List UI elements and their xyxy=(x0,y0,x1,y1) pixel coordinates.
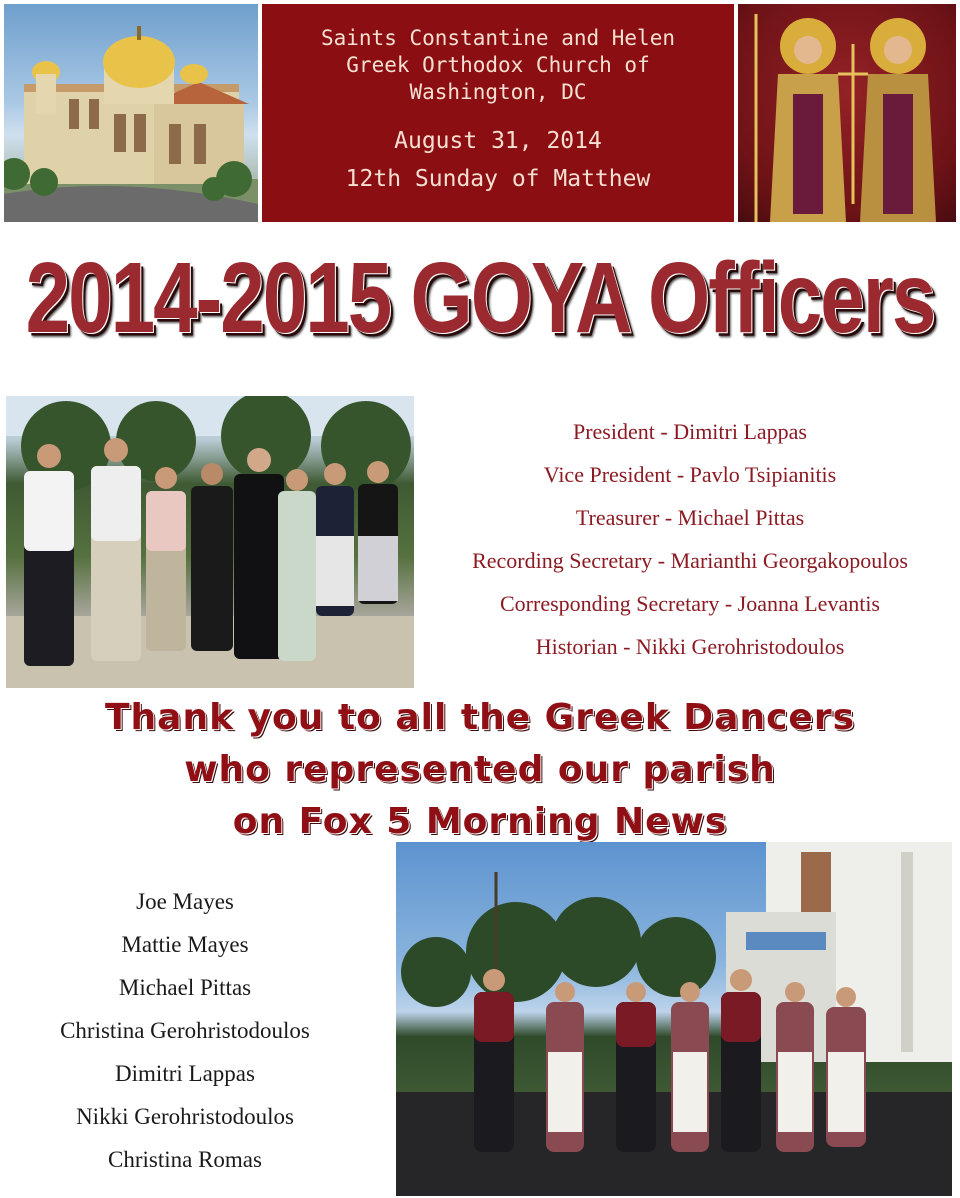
officers-list xyxy=(420,410,960,668)
thank-you-line-2: who represented our parish xyxy=(184,749,776,790)
dancer-name: Christina Gerohristodoulos xyxy=(60,1018,310,1043)
saints-icon-illustration xyxy=(738,4,956,222)
church-name-line-2: Greek Orthodox Church of xyxy=(346,53,650,77)
church-building-photo xyxy=(4,4,258,222)
bulletin-date: August 31, 2014 xyxy=(394,128,602,154)
church-title-panel xyxy=(262,4,734,222)
thank-you-line-3: on Fox 5 Morning News xyxy=(232,801,728,842)
officer-treasurer: Treasurer - Michael Pittas xyxy=(575,505,805,530)
officer-recording-secretary: Recording Secretary - Marianthi Georgakopoulos xyxy=(472,548,908,573)
dancer-name: Michael Pittas xyxy=(118,975,252,1000)
dancer-name: Christina Romas xyxy=(108,1147,262,1172)
church-name-line-1: Saints Constantine and Helen xyxy=(320,26,675,50)
church-name-line-3: Washington, DC xyxy=(409,80,587,104)
saints-icon-image xyxy=(738,4,956,222)
thank-you-heading xyxy=(0,692,960,848)
greek-dancers-photo xyxy=(396,842,952,1196)
goya-group-photo xyxy=(6,396,414,688)
liturgical-sunday: 12th Sunday of Matthew xyxy=(345,166,651,192)
dancers-list xyxy=(0,880,370,1181)
officer-historian: Historian - Nikki Gerohristodoulos xyxy=(535,634,845,659)
officer-vice-president: Vice President - Pavlo Tsipianitis xyxy=(543,462,837,487)
dancer-name: Joe Mayes xyxy=(136,889,234,914)
church-building-illustration xyxy=(4,4,258,222)
greek-dancers-illustration xyxy=(396,842,952,1196)
dancer-name: Mattie Mayes xyxy=(121,932,249,957)
thank-you-line-1: Thank you to all the Greek Dancers xyxy=(104,697,856,738)
officers-heading: 2014-2015 GOYA Officers xyxy=(25,241,935,353)
dancer-name: Nikki Gerohristodoulos xyxy=(76,1104,294,1129)
goya-group-illustration xyxy=(6,396,414,688)
officer-corresponding-secretary: Corresponding Secretary - Joanna Levantis xyxy=(500,591,880,616)
officer-president: President - Dimitri Lappas xyxy=(572,419,807,444)
dancer-name: Dimitri Lappas xyxy=(115,1061,255,1086)
